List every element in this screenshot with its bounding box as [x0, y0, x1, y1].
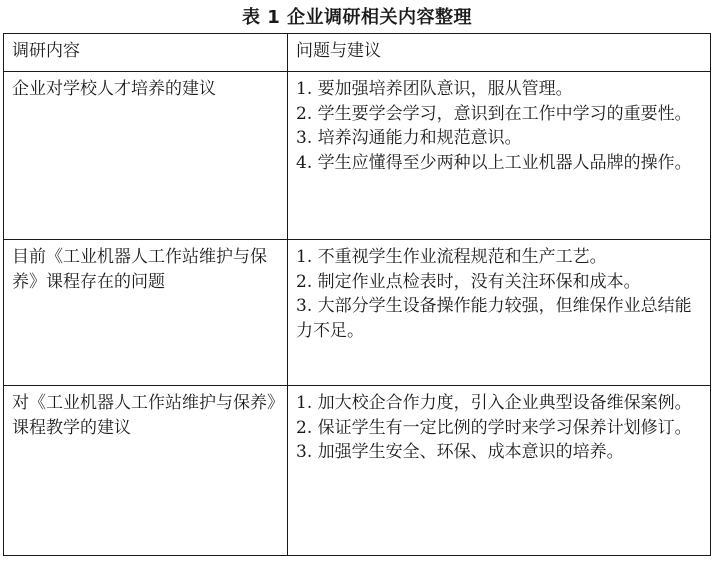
- header-cell-suggestions: [288, 34, 711, 72]
- suggestions-cell: [288, 386, 711, 556]
- suggestion-item: 1. 不重视学生作业流程规范和生产工艺。: [296, 247, 607, 267]
- topic-text: 目前《工业机器人工作站维护与保养》课程存在的问题: [12, 247, 267, 292]
- table-caption: 表 1 企业调研相关内容整理: [241, 7, 473, 28]
- topic-text: 企业对学校人才培养的建议: [12, 79, 216, 99]
- table-row: [4, 240, 711, 386]
- topic-text: 对《工业机器人工作站维护与保养》课程教学的建议: [12, 393, 276, 438]
- header-topic-text: 调研内容: [12, 41, 80, 61]
- header-cell-topic: [4, 34, 288, 72]
- suggestion-item: 1. 加大校企合作力度，引入企业典型设备维保案例。: [296, 393, 692, 413]
- table-header-row: [4, 34, 711, 72]
- header-suggestions-text: 问题与建议: [296, 41, 381, 61]
- topic-cell: [4, 386, 288, 556]
- suggestions-cell: [288, 72, 711, 240]
- suggestion-item: 3. 大部分学生设备操作能力较强，但维保作业总结能力不足。: [296, 296, 692, 341]
- table-row: [4, 386, 711, 556]
- topic-cell: [4, 72, 288, 240]
- suggestions-cell: [288, 240, 711, 386]
- suggestion-item: 3. 培养沟通能力和规范意识。: [296, 128, 522, 148]
- suggestion-item: 3. 加强学生安全、环保、成本意识的培养。: [296, 442, 624, 462]
- suggestion-item: 4. 学生应懂得至少两种以上工业机器人品牌的操作。: [296, 152, 692, 173]
- table-row: [4, 72, 711, 240]
- suggestion-item: 2. 制定作业点检表时，没有关注环保和成本。: [296, 271, 641, 292]
- suggestion-item: 2. 保证学生有一定比例的学时来学习保养计划修订。: [296, 417, 692, 438]
- suggestion-item: 1. 要加强培养团队意识，服从管理。: [296, 79, 573, 99]
- suggestion-item: 2. 学生要学会学习，意识到在工作中学习的重要性。: [296, 103, 692, 124]
- survey-table: [3, 33, 711, 556]
- topic-cell: [4, 240, 288, 386]
